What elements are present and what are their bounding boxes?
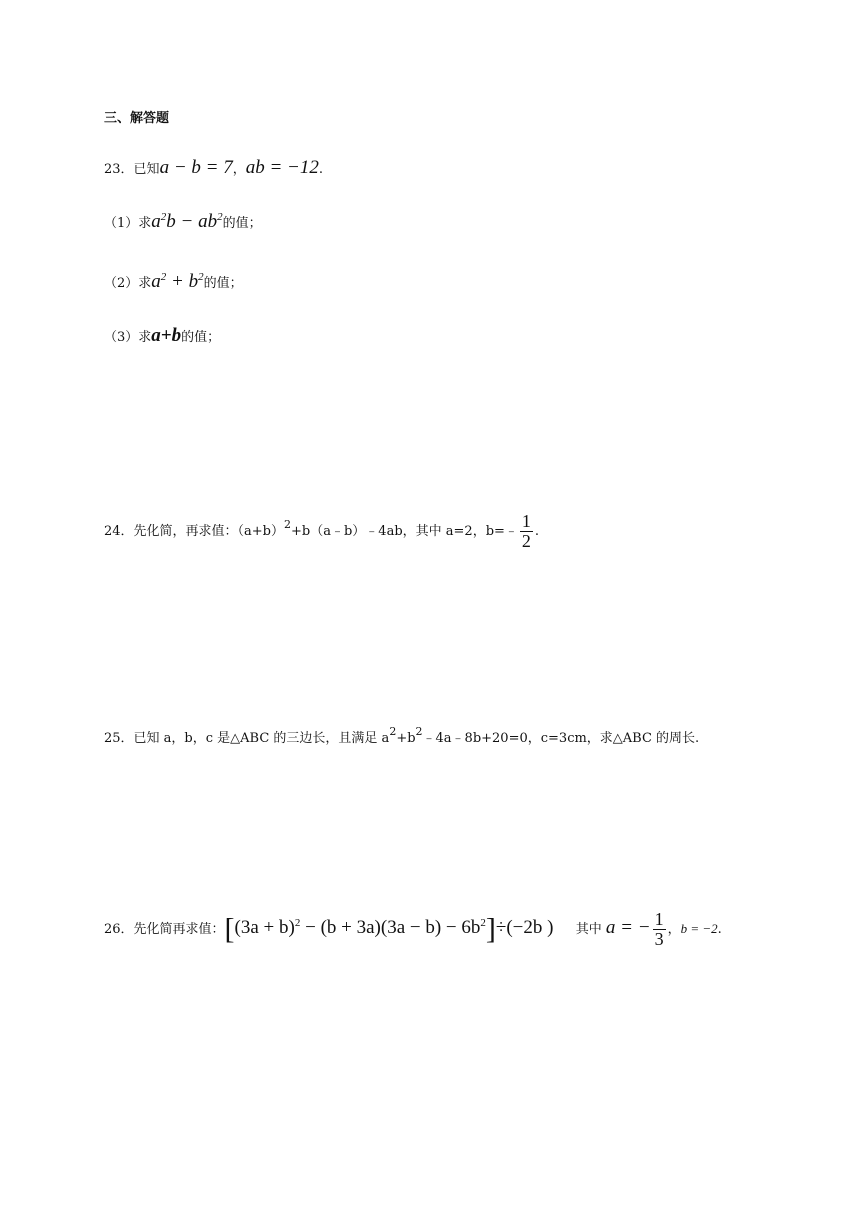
q26-e1: (3a + b) (234, 916, 295, 938)
q23-part1-label: （1）求 (104, 216, 152, 231)
q23-part3-label: （3）求 (104, 330, 152, 345)
q26-end: . (717, 921, 722, 937)
question-25 (104, 726, 699, 745)
q23-p1-a: a (151, 211, 161, 232)
q26-e2: − (b + 3a)(3a − b) − 6b (300, 916, 481, 938)
q25-text-b: +b (396, 731, 416, 746)
q23-number: 23． (104, 162, 134, 177)
q23-eq2: ab = −12 (245, 157, 319, 178)
q23-part3 (104, 326, 220, 345)
question-26 (104, 910, 722, 949)
q26-div: ÷(−2b ) (495, 916, 554, 938)
q23-sep: ， (232, 162, 246, 177)
q23-p2-sq2: 2 (198, 271, 204, 283)
q23-eq1: a − b = 7 (159, 157, 233, 178)
q23-part3-tail: 的值； (181, 330, 221, 345)
q26-cond: 其中 (575, 921, 602, 937)
q23-p2-b: + b (166, 271, 199, 292)
q23-part1-tail: 的值； (222, 216, 262, 231)
q23-part2-tail: 的值； (203, 276, 243, 291)
question-23 (104, 158, 323, 177)
q26-fraction (653, 910, 666, 949)
q23-part1-expr (151, 211, 222, 232)
q23-part3-expr: a+b (151, 325, 182, 346)
q26-frac-den: 3 (654, 928, 664, 949)
q23-intro: 已知 (133, 162, 160, 177)
q23-p2-a: a (151, 271, 161, 292)
q23-p1-b: b − ab (166, 211, 218, 232)
q25-sq2: 2 (415, 725, 423, 738)
q24-frac-den: 2 (521, 530, 531, 551)
q25-sq1: 2 (389, 725, 397, 738)
q24-text-b: +b（a﹣b）﹣4ab，其中 a=2，b=﹣ (291, 523, 518, 539)
q26-comma: ， (667, 921, 681, 937)
q26-expr (235, 917, 486, 938)
q26-bracket-close: ] (485, 912, 496, 946)
q23-part2-expr (151, 271, 203, 292)
q26-b-eq: b = −2 (680, 920, 718, 936)
q23-part2-label: （2）求 (104, 276, 152, 291)
q24-fraction (520, 512, 533, 551)
section-title: 三、解答题 (104, 111, 170, 126)
q23-part2 (104, 272, 243, 291)
q24-frac-num: 1 (521, 511, 531, 531)
q26-a-eq: a = − (605, 916, 651, 938)
q26-frac-num: 1 (654, 909, 664, 929)
q26-bracket-open: [ (224, 912, 235, 946)
q25-text-a: 25．已知 a，b，c 是△ABC 的三边长，且满足 a (104, 731, 390, 746)
q24-text-a: 24．先化简，再求值：（a+b） (104, 523, 285, 539)
q26-label: 26．先化简再求值： (104, 921, 225, 937)
question-24 (104, 512, 539, 551)
q26-sq2: 2 (480, 916, 486, 929)
q23-p1-sq1: 2 (160, 211, 167, 223)
q25-text-c: ﹣4a﹣8b+20=0，c=3cm，求△ABC 的周长. (422, 731, 700, 746)
q23-part1 (104, 212, 262, 231)
q23-p2-sq1: 2 (160, 271, 167, 283)
q24-sq: 2 (284, 517, 292, 531)
q26-sq1: 2 (294, 916, 301, 929)
q23-end: . (318, 162, 324, 177)
q23-p1-sq2: 2 (217, 211, 223, 223)
q24-end: . (534, 523, 540, 539)
